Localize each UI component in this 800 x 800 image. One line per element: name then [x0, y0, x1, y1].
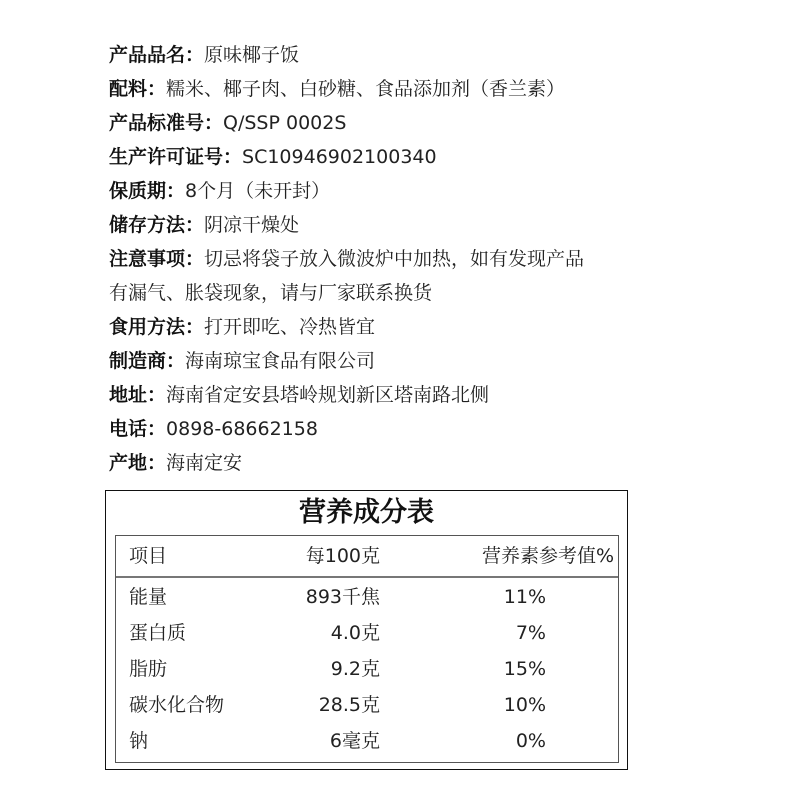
info-notes [109, 242, 669, 276]
info-value: 8个月（未开封） [185, 180, 331, 202]
row-item: 蛋白质 [129, 622, 187, 644]
info-value: SC10946902100340 [242, 146, 437, 168]
info-address [109, 378, 669, 412]
header-per-100g: 每100克 [305, 545, 380, 567]
info-value: 糯米、椰子肉、白砂糖、食品添加剂（香兰素） [166, 78, 566, 100]
header-divider [116, 576, 618, 578]
row-item: 脂肪 [129, 658, 168, 680]
info-value: Q/SSP 0002S [223, 112, 347, 134]
info-usage [109, 310, 669, 344]
row-amount: 893千焦 [305, 586, 380, 608]
row-item: 能量 [129, 586, 168, 608]
info-label: 生产许可证号： [109, 146, 243, 168]
row-nrv: 10% [503, 694, 546, 716]
info-label: 食用方法： [109, 316, 205, 338]
info-label: 注意事项： [109, 248, 205, 270]
info-product-name [109, 38, 669, 72]
info-value: 海南省定安县塔岭规划新区塔南路北侧 [166, 384, 490, 406]
info-label: 保质期： [109, 180, 186, 202]
row-amount: 4.0克 [330, 622, 380, 644]
info-origin [109, 446, 669, 480]
info-label: 制造商： [109, 350, 186, 372]
header-item: 项目 [129, 545, 168, 567]
info-ingredients [109, 72, 669, 106]
info-label: 产地： [109, 452, 167, 474]
info-label: 储存方法： [109, 214, 205, 236]
row-item: 钠 [129, 730, 149, 752]
info-shelf-life [109, 174, 669, 208]
info-value: 0898-68662158 [166, 418, 318, 440]
nutrition-table-title: 营养成分表 [299, 497, 434, 528]
info-value: 海南琼宝食品有限公司 [185, 350, 376, 372]
header-nrv: 营养素参考值% [481, 545, 614, 567]
info-notes-continued [109, 276, 669, 310]
info-value: 有漏气、胀袋现象，请与厂家联系换货 [109, 282, 433, 304]
info-phone [109, 412, 669, 446]
table-row [116, 651, 618, 687]
info-label: 产品标准号： [109, 112, 224, 134]
row-nrv: 15% [503, 658, 546, 680]
nutrition-table-header [116, 538, 618, 574]
row-nrv: 7% [515, 622, 546, 644]
row-nrv: 11% [503, 586, 546, 608]
table-row [116, 687, 618, 723]
row-amount: 9.2克 [330, 658, 380, 680]
table-row [116, 579, 618, 615]
row-item: 碳水化合物 [129, 694, 225, 716]
info-label: 配料： [109, 78, 167, 100]
row-amount: 6毫克 [329, 730, 380, 752]
info-license-number [109, 140, 669, 174]
product-info-list [109, 38, 669, 480]
info-value: 打开即吃、冷热皆宜 [204, 316, 376, 338]
row-amount: 28.5克 [318, 694, 380, 716]
info-value: 海南定安 [166, 452, 243, 474]
row-nrv: 0% [515, 730, 546, 752]
info-storage [109, 208, 669, 242]
info-value: 切忌将袋子放入微波炉中加热，如有发现产品 [204, 248, 585, 270]
info-label: 电话： [109, 418, 167, 440]
table-row [116, 615, 618, 651]
nutrition-table [115, 535, 619, 763]
info-label: 产品品名： [109, 44, 205, 66]
info-manufacturer [109, 344, 669, 378]
info-value: 原味椰子饭 [204, 44, 300, 66]
info-value: 阴凉干燥处 [204, 214, 300, 236]
table-row [116, 723, 618, 759]
info-standard-number [109, 106, 669, 140]
info-label: 地址： [109, 384, 167, 406]
